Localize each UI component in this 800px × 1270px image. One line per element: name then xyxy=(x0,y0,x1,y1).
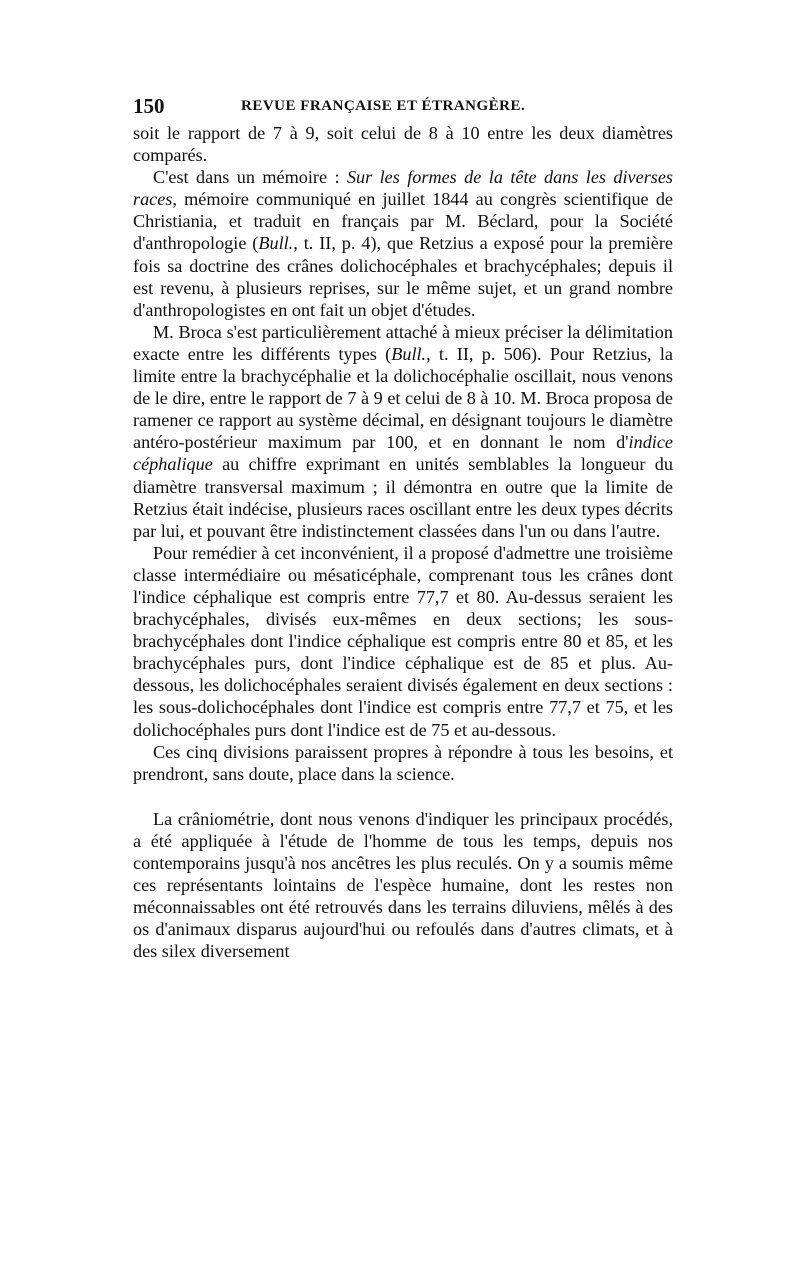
paragraph-2 xyxy=(133,166,673,321)
paragraph-3-text-c: , t. II, p. 506). Pour Retzius, la limite entre la brachycéphalie et la dolichocéphalie oscillait, nous venons de le dire, entre le rapport de 7 à 9 et celui de 8 à 10. M. Broca proposa de ramener ce rapport au système décimal, en désignant toujours le diamètre antéro-postérieur maximum par 100, et en donnant le nom d' xyxy=(133,343,674,453)
paragraph-1-text: soit le rapport de 7 à 9, soit celui de 8 à 10 entre les deux diamètres comparés. xyxy=(133,123,673,166)
paragraph-2-title-italic: Sur les formes de la tête dans les diverses races xyxy=(133,167,673,210)
paragraph-1 xyxy=(133,122,673,166)
book-page xyxy=(133,94,673,962)
paragraph-2-text-c: , mémoire communiqué en juillet 1844 au congrès scientifique de Christiania, et traduit en français par M. Béclard, pour la Société d'anthropologie ( xyxy=(133,189,673,254)
paragraph-4 xyxy=(133,542,673,741)
paragraph-3-bull-italic: Bull. xyxy=(391,343,427,364)
paragraph-3-text-a: M. Broca s'est particulièrement attaché à mieux préciser la délimitation exacte entre les différents types ( xyxy=(133,321,673,364)
paragraph-2-text-e: , t. II, p. 4), que Retzius a exposé pour la première fois sa doctrine des crânes dolichocéphales et brachycéphales; depuis il est revenu, à plusieurs reprises, sur le même sujet, et un grand nombre d'anthropologistes en ont fait un objet d'études. xyxy=(133,233,673,320)
page-header xyxy=(133,94,673,122)
paragraph-6-text: La crâniométrie, dont nous venons d'indiquer les principaux procédés, a été appliquée à l'étude de l'homme de tous les temps, depuis nos contemporains jusqu'à nos ancêtres les plus reculés. On y a soumis même ces représentants lointains de l'espèce humaine, dont les restes non méconnaissables ont été retrouvés dans les terrains diluviens, mêlés à des os d'animaux disparus aujourd'hui ou refoulés dans d'autres climats, et à des silex diversement xyxy=(133,808,673,962)
running-head: REVUE FRANÇAISE ET ÉTRANGÈRE. xyxy=(241,98,526,114)
paragraph-3-term-italic: indice céphalique xyxy=(133,432,673,475)
paragraph-4-text: Pour remédier à cet inconvénient, il a proposé d'admettre une troisième classe intermédiaire ou mésaticéphale, comprenant tous les crânes dont l'indice céphalique est compris entre 77,7 et 80. Au-dessus seraient les brachycéphales, divisés eux-mêmes en deux sections; les sous-brachycéphales dont l'indice céphalique est compris entre 80 et 85, et les brachycéphales purs, dont l'indice céphalique est de 85 et plus. Au-dessous, les dolichocéphales seraient divisés également en deux sections : les sous-dolichocéphales dont l'indice est compris entre 77,7 et 75, et les dolichocéphales purs dont l'indice est de 75 et au-dessous. xyxy=(133,542,673,740)
paragraph-6 xyxy=(133,808,673,963)
paragraph-2-bull-italic: Bull. xyxy=(258,233,294,254)
page-number: 150 xyxy=(133,94,165,118)
paragraph-3-text-e: au chiffre exprimant en unités semblables la longueur du diamètre transversal maximum ; il démontra en outre que la limite de Retzius était indécise, plusieurs races oscillant entre les deux types décrits par lui, et pouvant être indistinctement classées dans l'un ou dans l'autre. xyxy=(133,454,673,541)
body-text xyxy=(133,122,673,962)
paragraph-5-text: Ces cinq divisions paraissent propres à répondre à tous les besoins, et prendront, sans doute, place dans la science. xyxy=(133,741,673,784)
paragraph-3 xyxy=(133,321,673,542)
paragraph-5 xyxy=(133,741,673,785)
paragraph-2-text-a: C'est dans un mémoire : xyxy=(153,167,347,188)
